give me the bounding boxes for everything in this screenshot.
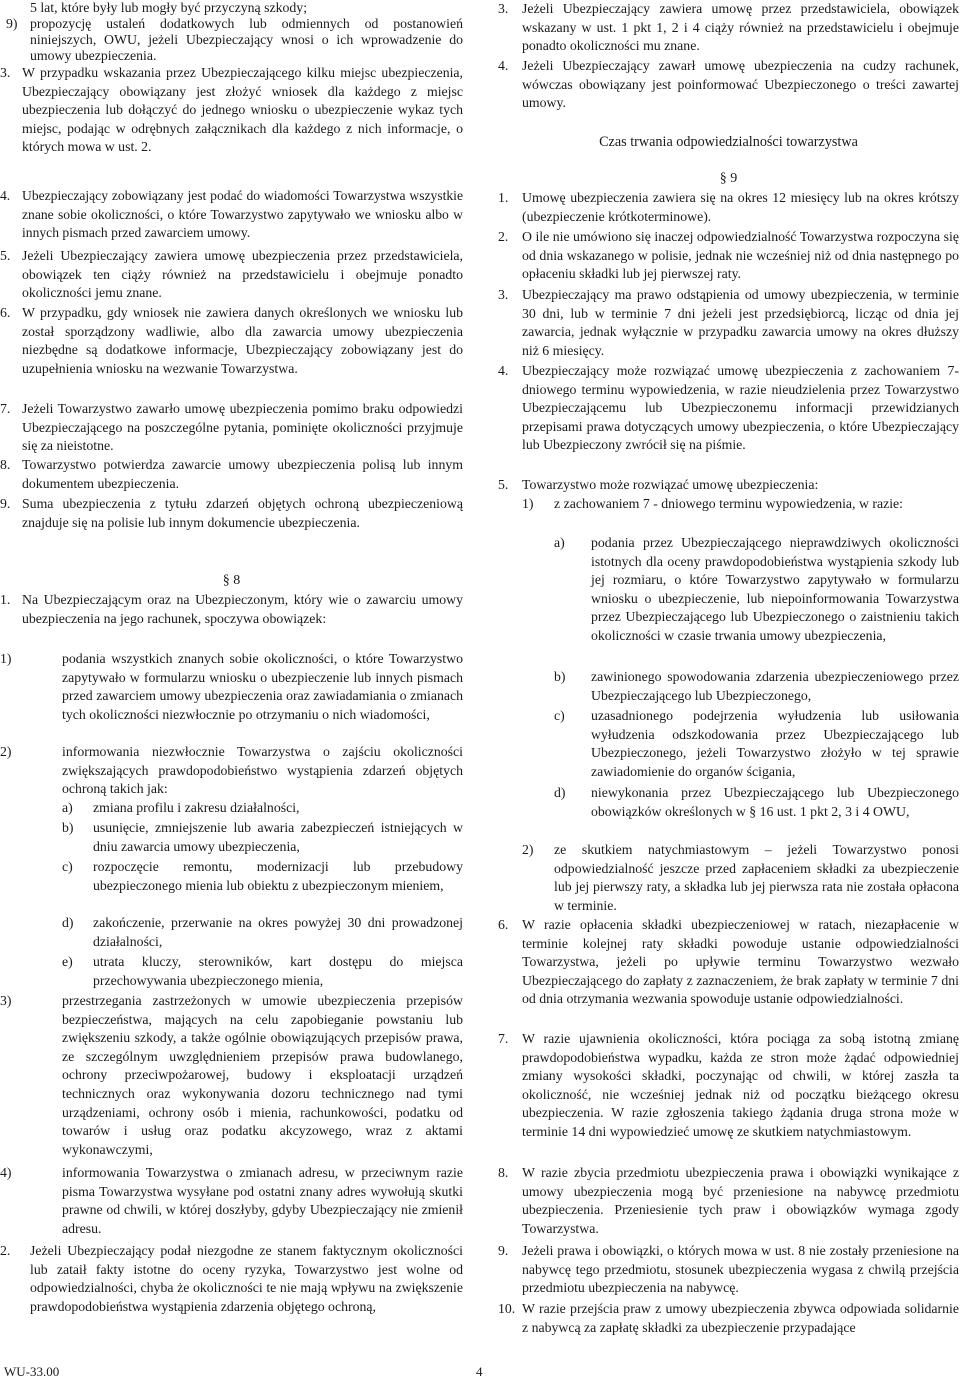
s9-point-1-b: b) zawinionego spowodowania zdarzenia ubezpieczeniowego przez Ubezpieczającego lub Ubezpieczonego, [554, 669, 959, 703]
s7-paragraph-3: 3. W przypadku wskazania przez Ubezpieczającego kilku miejsc ubezpieczenia, Ubezpieczający obowiązany jest złożyć wniosek dla każdego z miejsc ubezpieczenia lub dołączyć do jednego wniosku o ubezpieczenie wykaz tych miejsc, podając w odrębnych załącznikach dla każdego z nich informacje, o których mowa w ust. 2. [0, 65, 463, 155]
s7-paragraph-9: 9. Suma ubezpieczenia z tytułu zdarzeń objętych ochroną ubezpieczeniową znajduje się na polisie lub innym dokumencie ubezpieczenia. [0, 496, 463, 530]
s9-paragraph-3: 3. Ubezpieczający ma prawo odstąpienia od umowy ubezpieczenia, w terminie 30 dni, lub w terminie 7 dni jeżeli jest przedsiębiorcą, licząc od dnia jej zawarcia, jednak wyłącznie w przypadku zawarcia umowy na okres dłuższy niż 6 miesięcy. [498, 287, 959, 358]
s8-point-2-a: a) zmiana profilu i zakresu działalności, [62, 800, 300, 815]
s8-point-2-d: d) zakończenie, przerwanie na okres powyżej 30 dni prowadzonej działalności, [62, 915, 463, 949]
s8-point-2: 2) informowania niezwłocznie Towarzystwa o zajściu okoliczności zwiększających prawdopodobieństwo wystąpienia zdarzeń objętych ochroną takich jak: [0, 744, 463, 797]
s8-point-2-e: e) utrata kluczy, sterowników, kart dostępu do miejsca przechowywania ubezpieczonego mienia, [62, 954, 463, 988]
s7-paragraph-5: 5. Jeżeli Ubezpieczający zawiera umowę ubezpieczenia przez przedstawiciela, obowiązek ten ciąży również na przedstawicielu i obejmuje ponadto okoliczności jemu znane. [0, 248, 463, 301]
s9-paragraph-5: 5. Towarzystwo może rozwiązać umowę ubezpieczenia: [498, 477, 819, 492]
s9-point-1: 1) z zachowaniem 7 - dniowego terminu wypowiedzenia, w razie: [522, 496, 904, 511]
continuation-text: 5 lat, które były lub mogły być przyczyną szkody; [30, 0, 308, 15]
s8-point-1: 1) podania wszystkich znanych sobie okoliczności, o które Towarzystwo zapytywało w formularzu wniosku o ubezpieczenie lub innych pismach przed zawarciem umowy ubezpieczenia oraz zawiadamiania o zmianach tych okoliczności niezwłocznie po otrzymaniu o nich wiadomości, [0, 651, 463, 722]
document-code: WU-33.00 [4, 1364, 60, 1379]
s7-paragraph-8: 8. Towarzystwo potwierdza zawarcie umowy ubezpieczenia polisą lub innym dokumentem ubezpieczenia. [0, 457, 463, 491]
s9-point-1-a: a) podania przez Ubezpieczającego nieprawdziwych okoliczności istotnych dla oceny prawdopodobieństwa wystąpienia szkody lub jej rozmiaru, o które Towarzystwo zapytywało w formularzu wniosku o ubezpieczenie, lub niepoinformowania Towarzystwa przez Ubezpieczającego lub Ubezpieczonego o zaistnieniu takich okoliczności w czasie trwania umowy ubezpieczenia, [554, 535, 959, 643]
s8-paragraph-4: 4. Jeżeli Ubezpieczający zawarł umowę ubezpieczenia na cudzy rachunek, wówczas obowiązany jest poinformować Ubezpieczonego o treści zawartej umowy. [498, 58, 959, 111]
s8-point-4: 4) informowania Towarzystwa o zmianach adresu, w przeciwnym razie pisma Towarzystwa wysyłane pod ostatni znany adres wywołują skutki prawne od chwili, w której doszłyby, gdyby Ubezpieczający nie zmienił adresu. [0, 1165, 463, 1236]
page-number: 4 [476, 1364, 483, 1379]
s8-point-2-c: c) rozpoczęcie remontu, modernizacji lub przebudowy ubezpieczonego mienia lub obiektu z ubezpieczonym mieniem, [62, 859, 463, 893]
s9-paragraph-4: 4. Ubezpieczający może rozwiązać umowę ubezpieczenia z zachowaniem 7-dniowego terminu wypowiedzenia, w razie nieudzielenia przez Towarzystwo Ubezpieczającemu lub Ubezpieczonemu informacji przewidzianych przepisami prawa dotyczących umowy ubezpieczenia, o które Ubezpieczający lub Ubezpieczony zwrócił się na piśmie. [498, 363, 959, 453]
section-heading-8: § 8 [222, 573, 241, 588]
s9-paragraph-9: 9. Jeżeli prawa i obowiązki, o których mowa w ust. 8 nie zostały przeniesione na nabywcę tego przedmiotu, stosunek ubezpieczenia wygasa z chwilą przejścia przedmiotu ubezpieczenia na nabywcę. [498, 1243, 959, 1296]
s8-point-2-b: b) usunięcie, zmniejszenie lub awaria zabezpieczeń istniejących w dniu zawarcia umowy ubezpieczenia, [62, 820, 463, 854]
section-heading-9: § 9 [719, 171, 738, 186]
s9-point-1-c: c) uzasadnionego podejrzenia wyłudzenia lub usiłowania wyłudzenia odszkodowania przez Ubezpieczającego lub Ubezpieczonego, jeżeli Towarzystwo złożyło w tej sprawie zawiadomienie do organów ścigania, [554, 708, 959, 779]
s8-point-3: 3) przestrzegania zastrzeżonych w umowie ubezpieczenia przepisów bezpieczeństwa, mających na celu zapobieganie powstaniu lub zwiększeniu szkody, a także ogólnie obowiązujących przepisów prawa, ze szczególnym uwzględnieniem przepisów prawa budowlanego, ochrony przeciwpożarowej, budowy i eksploatacji urządzeń technicznych oraz wykonywania dozoru technicznego nad tymi urządzeniami, ochrony osób i mienia, rachunkowości, podatku od towarów i usług oraz podatku akcyzowego, wraz z aktami wykonawczymi, [0, 993, 463, 1157]
s8-paragraph-2: 2. Jeżeli Ubezpieczający podał niezgodne ze stanem faktycznym okoliczności lub zataił fakty istotne do oceny ryzyka, Towarzystwo jest wolne od odpowiedzialności, chyba że okoliczności te nie mają wpływu na zwiększenie prawdopodobieństwa wystąpienia zdarzenia objętego ochroną, [0, 1243, 463, 1314]
section-title: Czas trwania odpowiedzialności towarzystwa [599, 134, 858, 150]
s7-paragraph-6: 6. W przypadku, gdy wniosek nie zawiera danych określonych we wniosku lub został sporządzony wadliwie, albo dla zawarcia umowy ubezpieczenia niezbędne są dodatkowe informacje, Ubezpieczający zobowiązany jest do uzupełnienia wniosku na wezwanie Towarzystwa. [0, 305, 463, 376]
s8-paragraph-1: 1. Na Ubezpieczającym oraz na Ubezpieczonym, który wie o zawarciu umowy ubezpieczenia na jego rachunek, spoczywa obowiązek: [0, 592, 463, 626]
s9-paragraph-10: 10. W razie przejścia praw z umowy ubezpieczenia zbywca odpowiada solidarnie z nabywcą za zapłatę składki za ubezpieczenie przypadające [498, 1301, 959, 1335]
s8-paragraph-3: 3. Jeżeli Ubezpieczający zawiera umowę przez przedstawiciela, obowiązek wskazany w ust. 1 pkt 1, 2 i 4 ciąży również na przedstawicielu i obejmuje ponadto okoliczności mu znane. [498, 1, 959, 54]
s9-point-2: 2) ze skutkiem natychmiastowym – jeżeli Towarzystwo ponosi odpowiedzialność jeszcze przed zapłaceniem składki za ubezpieczenie lub jej pierwszy raty, a składka lub jej pierwsza rata nie została opłacona w terminie. [522, 842, 959, 913]
s9-paragraph-7: 7. W razie ujawnienia okoliczności, która pociąga za sobą istotną zmianę prawdopodobieństwa wypadku, każda ze stron może żądać odpowiedniej zmiany wysokości składki, poczynając od chwili, w której zaszła ta okoliczność, nie wcześniej jednak niż od początku bieżącego okresu ubezpieczenia. W razie zgłoszenia takiego żądania druga strona może w terminie 14 dni wypowiedzieć umowę ze skutkiem natychmiastowym. [498, 1031, 959, 1139]
s9-paragraph-8: 8. W razie zbycia przedmiotu ubezpieczenia prawa i obowiązki wynikające z umowy ubezpieczenia mogą być przeniesione na nabywcę przedmiotu ubezpieczenia. Przeniesienie tych praw i obowiązków wymaga zgody Towarzystwa. [498, 1165, 959, 1236]
s7-paragraph-4: 4. Ubezpieczający zobowiązany jest podać do wiadomości Towarzystwa wszystkie znane sobie okoliczności, o które Towarzystwo zapytywało we wniosku albo w innych pismach przed zawarciem umowy. [0, 188, 463, 241]
s9-paragraph-2: 2. O ile nie umówiono się inaczej odpowiedzialność Towarzystwa rozpoczyna się od dnia wskazanego w polisie, jednak nie wcześniej niż od dnia następnego po opłaceniu składki lub jej pierwszej raty. [498, 229, 959, 282]
s9-point-1-d: d) niewykonania przez Ubezpieczającego lub Ubezpieczonego obowiązków określonych w § 16 ust. 1 pkt 2, 3 i 4 OWU, [554, 785, 959, 819]
s7-paragraph-7: 7. Jeżeli Towarzystwo zawarło umowę ubezpieczenia pomimo braku odpowiedzi Ubezpieczającego na poszczególne pytania, pominięte okoliczności przyjmuje się za nieistotne. [0, 401, 463, 454]
s9-paragraph-6: 6. W razie opłacenia składki ubezpieczeniowej w ratach, niezapłacenie w terminie kolejnej raty składki powoduje ustanie odpowiedzialności Towarzystwa, jeżeli po upływie terminu Towarzystwo wezwało Ubezpieczającego do zapłaty z zaznaczeniem, że brak zapłaty w terminie 7 dni od dnia otrzymania wezwania spowoduje ustanie odpowiedzialności. [498, 917, 959, 1007]
list-item-9: 9) propozycję ustaleń dodatkowych lub odmiennych od postanowień niniejszych, OWU, jeżeli Ubezpieczający wnosi o ich wprowadzenie do umowy ubezpieczenia. [6, 16, 463, 63]
s9-paragraph-1: 1. Umowę ubezpieczenia zawiera się na okres 12 miesięcy lub na okres krótszy (ubezpieczenie krótkoterminowe). [498, 190, 959, 224]
